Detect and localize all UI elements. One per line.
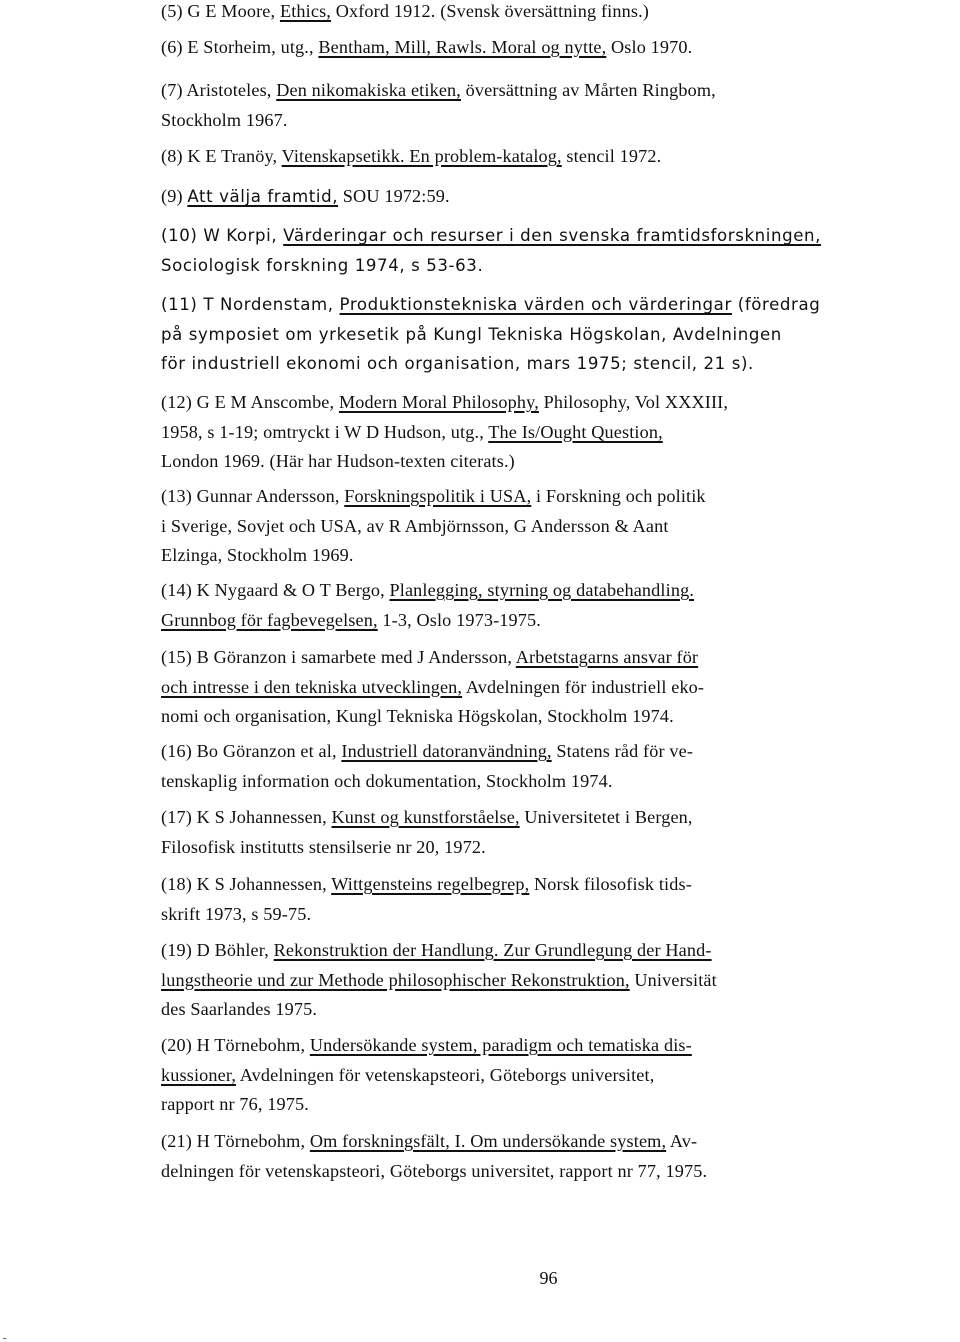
reference-text: (föredrag bbox=[731, 295, 821, 314]
reference-title: Wittgensteins regelbegrep, bbox=[331, 874, 530, 894]
reference-8 bbox=[161, 142, 936, 172]
reference-text: Avdelningen för industriell eko- bbox=[462, 676, 705, 697]
reference-line bbox=[161, 349, 936, 379]
reference-text: tenskaplig information och dokumentation, Stockholm 1974. bbox=[161, 770, 613, 791]
reference-title: Bentham, Mill, Rawls. Moral og nytte, bbox=[318, 37, 607, 57]
reference-line bbox=[161, 106, 936, 136]
reference-text: Universität bbox=[629, 969, 717, 990]
reference-line bbox=[161, 1031, 936, 1061]
reference-line bbox=[161, 966, 936, 996]
reference-text: (7) Aristoteles, bbox=[161, 80, 277, 100]
reference-line bbox=[161, 482, 936, 512]
reference-20 bbox=[161, 1031, 936, 1120]
reference-text: Elzinga, Stockholm 1969. bbox=[161, 545, 354, 565]
reference-text: delningen för vetenskapsteori, Göteborgs universitet, rapport nr 77, 1975. bbox=[161, 1160, 708, 1181]
reference-text: (6) E Storheim, utg., bbox=[161, 37, 319, 57]
reference-line bbox=[161, 702, 936, 732]
reference-line bbox=[161, 142, 936, 172]
reference-text: Filosofisk institutts stensilserie nr 20, 1972. bbox=[161, 836, 486, 857]
reference-line bbox=[161, 320, 936, 350]
reference-title: Industriell datoranvändning, bbox=[341, 741, 552, 761]
reference-text: (9) bbox=[161, 186, 188, 206]
reference-text: rapport nr 76, 1975. bbox=[161, 1094, 309, 1114]
reference-15 bbox=[161, 643, 936, 732]
reference-text: SOU 1972:59. bbox=[338, 186, 450, 206]
reference-text: översättning av Mårten Ringbom, bbox=[460, 80, 716, 100]
reference-text: (8) K E Tranöy, bbox=[161, 146, 282, 166]
reference-line bbox=[161, 767, 936, 797]
reference-21 bbox=[161, 1127, 936, 1186]
reference-text: (12) G E M Anscombe, bbox=[161, 392, 339, 412]
reference-text: skrift 1973, s 59-75. bbox=[161, 903, 312, 924]
reference-title: Undersökande system, paradigm och tematiska dis- bbox=[309, 1035, 692, 1055]
reference-text: London 1969. (Här har Hudson-texten citerats.) bbox=[161, 451, 515, 471]
reference-text: i Sverige, Sovjet och USA, av R Ambjörnsson, G Andersson & Aant bbox=[161, 515, 669, 536]
reference-text: (15) B Göranzon i samarbete med J Andersson, bbox=[161, 647, 516, 667]
reference-text: Norsk filosofisk tids- bbox=[529, 874, 692, 894]
reference-10 bbox=[161, 221, 936, 280]
reference-text: Oxford 1912. (Svensk översättning finns.) bbox=[331, 1, 649, 21]
reference-14 bbox=[161, 576, 936, 635]
reference-11 bbox=[161, 290, 936, 379]
reference-line bbox=[161, 33, 936, 63]
reference-line bbox=[161, 388, 936, 418]
reference-16 bbox=[161, 737, 936, 796]
reference-title: Modern Moral Philosophy, bbox=[338, 392, 539, 412]
reference-line bbox=[161, 182, 936, 212]
reference-text: (5) G E Moore, bbox=[161, 1, 280, 21]
reference-text: (14) K Nygaard & O T Bergo, bbox=[161, 580, 390, 600]
reference-title: Kunst og kunstforståelse, bbox=[331, 807, 520, 827]
reference-line bbox=[161, 995, 936, 1025]
reference-text: Statens råd för ve- bbox=[551, 741, 694, 761]
reference-line bbox=[161, 673, 936, 703]
reference-line bbox=[161, 1157, 936, 1187]
reference-7 bbox=[161, 76, 936, 135]
reference-title: Forskningspolitik i USA, bbox=[344, 486, 532, 506]
reference-text: (11) T Nordenstam, bbox=[161, 295, 340, 314]
reference-text: (18) K S Johannessen, bbox=[161, 874, 332, 894]
reference-text: Universitetet i Bergen, bbox=[519, 807, 693, 827]
reference-text: (21) H Törnebohm, bbox=[161, 1131, 310, 1151]
reference-12 bbox=[161, 388, 936, 477]
reference-line bbox=[161, 0, 936, 27]
reference-text: (10) W Korpi, bbox=[161, 226, 284, 245]
reference-text: Stockholm 1967. bbox=[161, 109, 288, 130]
reference-text: i Forskning och politik bbox=[531, 486, 706, 506]
reference-line bbox=[161, 221, 936, 251]
reference-text: på symposiet om yrkesetik på Kungl Tekniska Högskolan, Avdelningen bbox=[161, 324, 782, 344]
reference-text: för industriell ekonomi och organisation, mars 1975; stencil, 21 s). bbox=[161, 354, 754, 373]
reference-text: (17) K S Johannessen, bbox=[161, 807, 332, 827]
reference-text: Philosophy, Vol XXXIII, bbox=[538, 392, 729, 412]
reference-line bbox=[161, 541, 936, 571]
reference-text: stencil 1972. bbox=[561, 146, 662, 166]
reference-text: (13) Gunnar Andersson, bbox=[161, 486, 345, 506]
reference-text: Sociologisk forskning 1974, s 53-63. bbox=[161, 255, 484, 275]
reference-line bbox=[161, 447, 936, 477]
reference-line bbox=[161, 870, 936, 900]
reference-19 bbox=[161, 936, 936, 1025]
reference-line bbox=[161, 1127, 936, 1157]
reference-text: Av- bbox=[666, 1131, 698, 1151]
reference-text: (20) H Törnebohm, bbox=[161, 1035, 310, 1055]
reference-title: kussioner, bbox=[161, 1064, 237, 1085]
reference-title: Om forskningsfält, I. Om undersökande system, bbox=[309, 1131, 667, 1151]
reference-line bbox=[161, 418, 936, 448]
reference-title: Värderingar och resurser i den svenska framtidsforskningen, bbox=[283, 226, 822, 245]
reference-title: Ethics, bbox=[279, 1, 331, 21]
reference-6 bbox=[161, 33, 936, 63]
reference-title: Vitenskapsetikk. En problem-katalog, bbox=[281, 146, 562, 166]
reference-title: Arbetstagarns ansvar för bbox=[515, 647, 699, 667]
reference-text: 1-3, Oslo 1973-1975. bbox=[377, 609, 541, 630]
reference-line bbox=[161, 290, 936, 320]
reference-text: nomi och organisation, Kungl Tekniska Högskolan, Stockholm 1974. bbox=[161, 706, 674, 726]
reference-line bbox=[161, 512, 936, 542]
page-number: 96 bbox=[539, 1268, 558, 1288]
reference-line bbox=[161, 606, 936, 636]
reference-line bbox=[161, 76, 936, 106]
reference-5 bbox=[161, 0, 936, 27]
reference-line bbox=[161, 936, 936, 966]
reference-9 bbox=[161, 182, 936, 212]
page-corner-mark: ـ bbox=[3, 1330, 7, 1342]
reference-title: Den nikomakiska etiken, bbox=[276, 80, 461, 100]
reference-13 bbox=[161, 482, 936, 571]
reference-line bbox=[161, 576, 936, 606]
reference-title: och intresse i den tekniska utvecklingen, bbox=[161, 676, 463, 697]
reference-line bbox=[161, 900, 936, 930]
reference-title: Rekonstruktion der Handlung. Zur Grundlegung der Hand- bbox=[273, 940, 712, 960]
reference-text: des Saarlandes 1975. bbox=[161, 999, 318, 1019]
reference-line bbox=[161, 833, 936, 863]
reference-text: 1958, s 1-19; omtryckt i W D Hudson, utg., bbox=[161, 421, 489, 442]
reference-text: (19) D Böhler, bbox=[161, 940, 274, 960]
reference-line bbox=[161, 803, 936, 833]
reference-title: The Is/Ought Question, bbox=[488, 421, 663, 442]
reference-title: Planlegging, styrning og databehandling. bbox=[389, 580, 695, 600]
reference-line bbox=[161, 643, 936, 673]
reference-title: Att välja framtid, bbox=[187, 187, 339, 206]
reference-text: Avdelningen för vetenskapsteori, Göteborgs universitet, bbox=[236, 1064, 655, 1085]
reference-title: lungstheorie und zur Methode philosophischer Rekonstruktion, bbox=[161, 969, 630, 990]
reference-line bbox=[161, 251, 936, 281]
reference-text: Oslo 1970. bbox=[606, 37, 693, 57]
reference-title: Produktionstekniska värden och värderingar bbox=[339, 295, 732, 314]
reference-text: (16) Bo Göranzon et al, bbox=[161, 741, 342, 761]
reference-line bbox=[161, 1061, 936, 1091]
reference-line bbox=[161, 737, 936, 767]
reference-line bbox=[161, 1090, 936, 1120]
reference-17 bbox=[161, 803, 936, 862]
reference-title: Grunnbog för fagbevegelsen, bbox=[161, 609, 378, 630]
reference-18 bbox=[161, 870, 936, 929]
